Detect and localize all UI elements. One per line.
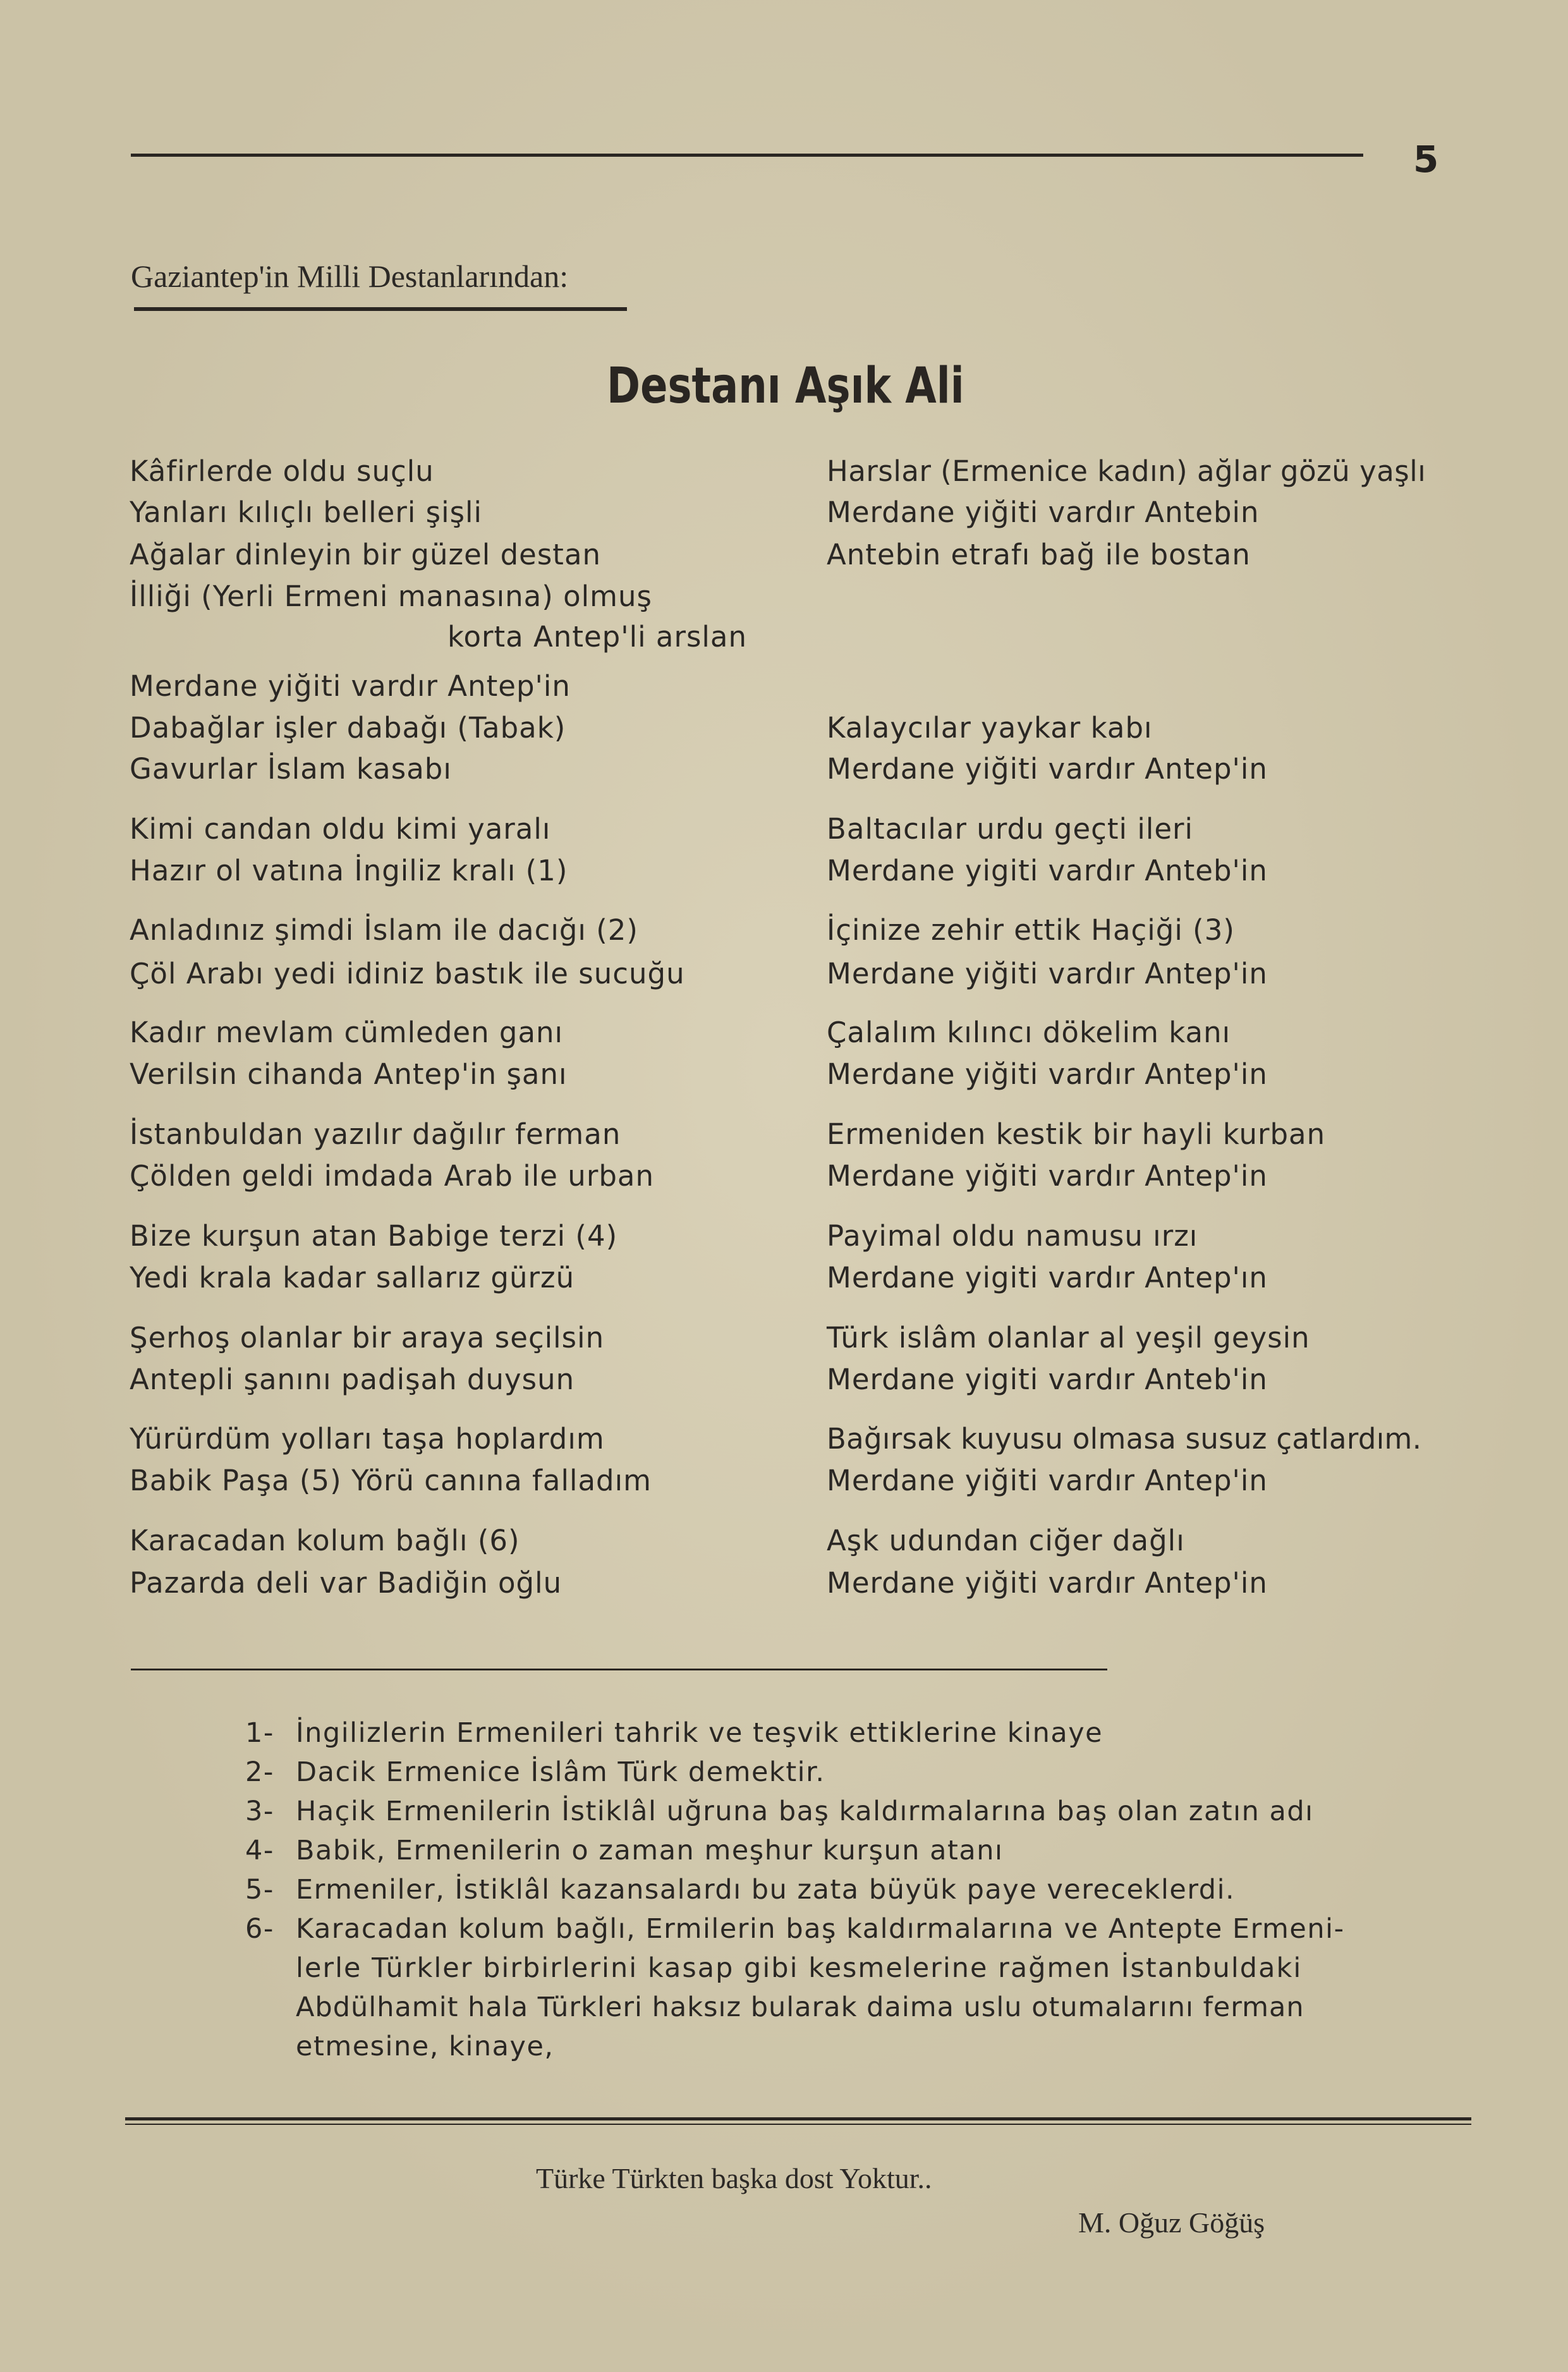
footnote-number: 6-	[245, 1913, 274, 1945]
verse-line: Pazarda deli var Badiğin oğlu	[130, 1566, 562, 1600]
verse-line: Baltacılar urdu geçti ileri	[827, 812, 1194, 846]
footnote-text: lerle Türkler birbirlerini kasap gibi kesmelerine rağmen İstanbuldaki	[296, 1952, 1303, 1984]
verse-line: İçinize zehir ettik Haçiği (3)	[827, 913, 1235, 947]
verse-line: Antebin etrafı bağ ile bostan	[827, 538, 1251, 571]
verse-line: Kâfirlerde oldu suçlu	[130, 454, 434, 488]
bottom-rule	[125, 2117, 1471, 2120]
section-underline	[134, 307, 627, 311]
footnote-text: Haçik Ermenilerin İstiklâl uğruna baş kaldırmalarına baş olan zatın adı	[296, 1796, 1314, 1827]
verse-line: Çalalım kılıncı dökelim kanı	[827, 1016, 1231, 1049]
verse-line: Bağırsak kuyusu olmasa susuz çatlardım.	[827, 1422, 1422, 1456]
verse-line: Merdane yigiti vardır Anteb'in	[827, 854, 1268, 887]
verse-line: Merdane yiğiti vardır Antep'in	[827, 1057, 1268, 1091]
verse-line: Merdane yiğiti vardır Antep'in	[827, 957, 1268, 990]
page-number: 5	[1413, 138, 1439, 181]
footnote-text: Babik, Ermenilerin o zaman meşhur kurşun atanı	[296, 1835, 1004, 1866]
footnote-separator	[131, 1669, 1107, 1670]
verse-line: Merdane yiğiti vardır Antep'in	[827, 1159, 1268, 1193]
verse-line: Harslar (Ermenice kadın) ağlar gözü yaşlı	[827, 454, 1426, 488]
verse-line: Türk islâm olanlar al yeşil geysin	[827, 1321, 1310, 1354]
footnote-text: İngilizlerin Ermenileri tahrik ve teşvik ettiklerine kinaye	[296, 1717, 1103, 1749]
verse-line: Verilsin cihanda Antep'in şanı	[130, 1057, 568, 1091]
verse-line: Antepli şanını padişah duysun	[130, 1363, 575, 1396]
verse-line: Merdane yigiti vardır Anteb'in	[827, 1363, 1268, 1396]
verse-line: Bize kurşun atan Babige terzi (4)	[130, 1219, 618, 1253]
poem-title: Destanı Aşık Ali	[607, 358, 964, 415]
verse-line: Karacadan kolum bağlı (6)	[130, 1524, 520, 1557]
verse-line: Yürürdüm yolları taşa hoplardım	[130, 1422, 605, 1456]
footnote-number: 3-	[245, 1796, 274, 1827]
section-heading: Gaziantep'in Milli Destanlarından:	[131, 258, 569, 294]
footnote-number: 1-	[245, 1717, 274, 1749]
verse-line: Hazır ol vatına İngiliz kralı (1)	[130, 854, 568, 887]
verse-line: Anladınız şimdi İslam ile dacığı (2)	[130, 913, 638, 947]
footnote-number: 4-	[245, 1835, 274, 1866]
footnote-number: 5-	[245, 1874, 274, 1906]
verse-line: Yanları kılıçlı belleri şişli	[130, 496, 483, 529]
verse-line: Dabağlar işler dabağı (Tabak)	[130, 711, 566, 745]
header-rule	[131, 154, 1363, 157]
verse-line: Merdane yiğiti vardır Antep'in	[130, 669, 571, 703]
verse-line: Gavurlar İslam kasabı	[130, 752, 452, 786]
footnote-text: Karacadan kolum bağlı, Ermilerin baş kaldırmalarına ve Antepte Ermeni-	[296, 1913, 1345, 1945]
author-signature: M. Oğuz Göğüş	[1078, 2206, 1265, 2239]
verse-line: Çölden geldi imdada Arab ile urban	[130, 1159, 654, 1193]
verse-line: Merdane yiğiti vardır Antebin	[827, 496, 1260, 529]
footnote-number: 2-	[245, 1756, 274, 1788]
footnote-text: Abdülhamit hala Türkleri haksız bularak daima uslu otumalarını ferman	[296, 1992, 1304, 2023]
verse-line: Merdane yiğiti vardır Antep'in	[827, 1566, 1268, 1600]
verse-line: Merdane yiğiti vardır Antep'in	[827, 1464, 1268, 1497]
verse-line: Ağalar dinleyin bir güzel destan	[130, 538, 602, 571]
verse-line: Kalaycılar yaykar kabı	[827, 711, 1153, 745]
verse-line: Ermeniden kestik bir hayli kurban	[827, 1117, 1326, 1151]
footnote-text: Ermeniler, İstiklâl kazansalardı bu zata büyük paye vereceklerdi.	[296, 1874, 1236, 1906]
footnote-text: etmesine, kinaye,	[296, 2031, 554, 2062]
verse-line: Merdane yigiti vardır Antep'ın	[827, 1261, 1268, 1294]
verse-line: Çöl Arabı yedi idiniz bastık ile sucuğu	[130, 957, 685, 990]
verse-line: Şerhoş olanlar bir araya seçilsin	[130, 1321, 605, 1354]
verse-line: Yedi krala kadar sallarız gürzü	[130, 1261, 575, 1294]
footnote-text: Dacik Ermenice İslâm Türk demektir.	[296, 1756, 825, 1788]
verse-line: Aşk udundan ciğer dağlı	[827, 1524, 1185, 1557]
verse-line: Kimi candan oldu kimi yaralı	[130, 812, 551, 846]
bottom-rule-thin	[125, 2124, 1471, 2125]
closing-motto: Türke Türkten başka dost Yoktur..	[536, 2162, 932, 2194]
verse-line: İstanbuldan yazılır dağılır ferman	[130, 1117, 621, 1151]
verse-line: Babik Paşa (5) Yörü canına falladım	[130, 1464, 652, 1497]
verse-line: Payimal oldu namusu ırzı	[827, 1219, 1198, 1253]
verse-line: İlliği (Yerli Ermeni manasına) olmuş	[130, 580, 652, 613]
verse-line: korta Antep'li arslan	[447, 620, 748, 654]
verse-line: Kadır mevlam cümleden ganı	[130, 1016, 564, 1049]
verse-line: Merdane yiğiti vardır Antep'in	[827, 752, 1268, 786]
